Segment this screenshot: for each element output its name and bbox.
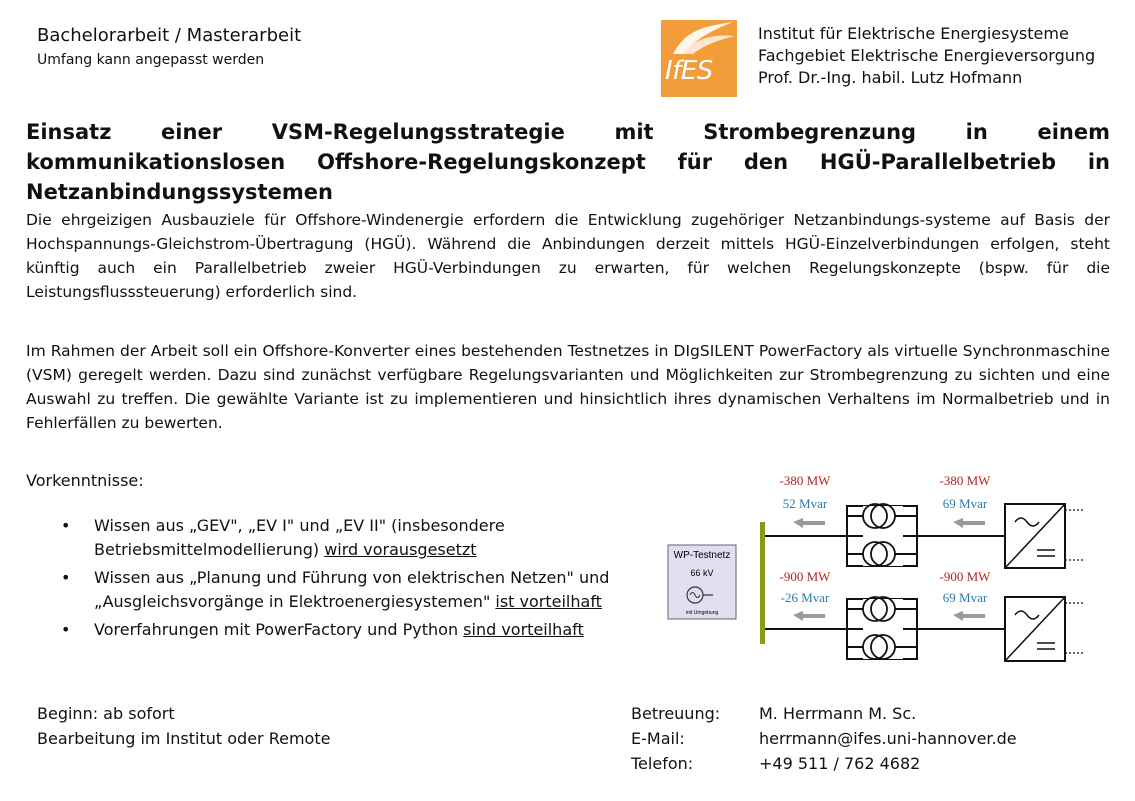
phone-value: +49 511 / 762 4682 xyxy=(759,754,921,773)
header-right xyxy=(758,23,1095,89)
department-name: Fachgebiet Elektrische Energieversorgung xyxy=(758,46,1096,65)
email-label: E-Mail: xyxy=(631,729,685,748)
line-1 xyxy=(765,474,1085,568)
task-paragraph: Im Rahmen der Arbeit soll ein Offshore-Konverter eines bestehenden Testnetzes in DIgSILENT PowerFactory als virtuelle Synchronmaschine (VSM) geregelt werden. Dazu sind zunächst verfügbare Regelungsvarianten und Möglichkeiten zur Strombegrenzung zu sichten und eine Auswahl zu treffen. Die gewählte Variante ist zu implementieren und hinsichtlich ihres dynamischen Verhaltens im Normalbetrieb und in Fehlerfällen zu bewerten. xyxy=(26,342,1110,432)
bullet-icon: • xyxy=(61,516,71,535)
ifes-logo xyxy=(661,20,737,97)
arrow-left-icon xyxy=(953,611,985,621)
prereq-text: Vorerfahrungen mit PowerFactory und Python xyxy=(94,620,464,639)
arrow-left-icon xyxy=(793,611,825,621)
line-2 xyxy=(765,569,1085,661)
grid-sub: mit Umgebung xyxy=(685,610,719,616)
grid-voltage: 66 kV xyxy=(690,568,714,578)
professor-name: Prof. Dr.-Ing. habil. Lutz Hofmann xyxy=(758,68,1023,87)
line1-left-q: 52 Mvar xyxy=(782,496,828,511)
institute-name: Institut für Elektrische Energiesysteme xyxy=(758,24,1069,43)
intro-paragraph: Die ehrgeizigen Ausbauziele für Offshore-Windenergie erfordern die Entwicklung zugehöriger Netzanbindungs-systeme auf Basis der Hochspannungs-Gleichstrom-Übertragung (HGÜ). Während die Anbindungen derzeit mittels HGÜ-Einzelverbindungen erfolgen, steht künftig auch ein Parallelbetrieb zweier HGÜ-Verbindungen zu erwarten, für welchen Regelungskonzepte (bspw. für die Leistungsflusssteuerung) erforderlich sind. xyxy=(26,211,1110,301)
start-date: Beginn: ab sofort xyxy=(37,704,175,723)
line2-right-p: -900 MW xyxy=(939,569,991,584)
email-value[interactable]: herrmann@ifes.uni-hannover.de xyxy=(759,729,1017,748)
prereq-text: Wissen aus „GEV", „EV I" und „EV II" (insbesondere Betriebsmittelmodellierung) xyxy=(94,516,505,559)
prereq-emphasis: ist vorteilhaft xyxy=(495,592,602,611)
line1-right-q: 69 Mvar xyxy=(942,496,988,511)
phone-label: Telefon: xyxy=(631,754,694,773)
start-info xyxy=(37,701,330,751)
logo-text: IfES xyxy=(665,56,713,86)
header-left xyxy=(37,24,301,70)
line1-right-p: -380 MW xyxy=(939,474,991,488)
line2-right-q: 69 Mvar xyxy=(942,590,988,605)
prereq-heading: Vorkenntnisse: xyxy=(26,471,144,490)
thesis-title: Einsatz einer VSM-Regelungsstrategie mit Strombegrenzung in einem kommunikationslosen Offshore-Regelungskonzept für den HGÜ-Parallelbetrieb in Netzanbindungssystemen xyxy=(26,120,1110,204)
prereq-emphasis: sind vorteilhaft xyxy=(463,620,584,639)
supervision-label: Betreuung: xyxy=(631,704,721,723)
grid-label: WP-Testnetz xyxy=(673,550,731,561)
thesis-type: Bachelorarbeit / Masterarbeit xyxy=(37,25,302,46)
supervision-value: M. Herrmann M. Sc. xyxy=(759,704,917,723)
list-item xyxy=(57,618,647,642)
prereq-list xyxy=(57,514,647,646)
network-diagram xyxy=(665,474,1085,674)
line2-left-q: -26 Mvar xyxy=(780,590,830,605)
prereq-emphasis: wird vorausgesetzt xyxy=(324,540,477,559)
contact-info xyxy=(631,701,1017,776)
phone-row xyxy=(631,751,1017,776)
list-item xyxy=(57,566,647,614)
arrow-left-icon xyxy=(953,518,985,528)
supervision-row xyxy=(631,701,1017,726)
work-location: Bearbeitung im Institut oder Remote xyxy=(37,729,331,748)
list-item xyxy=(57,514,647,562)
bullet-icon: • xyxy=(61,620,71,639)
line1-left-p: -380 MW xyxy=(779,474,831,488)
arrow-left-icon xyxy=(793,518,825,528)
email-row xyxy=(631,726,1017,751)
bullet-icon: • xyxy=(61,568,71,587)
grid-box xyxy=(668,545,736,619)
thesis-scope: Umfang kann angepasst werden xyxy=(37,52,265,68)
prereq-text: Wissen aus „Planung und Führung von elektrischen Netzen" und „Ausgleichsvorgänge in Elektroenergiesystemen" xyxy=(94,568,610,611)
line2-left-p: -900 MW xyxy=(779,569,831,584)
busbar xyxy=(760,522,765,644)
